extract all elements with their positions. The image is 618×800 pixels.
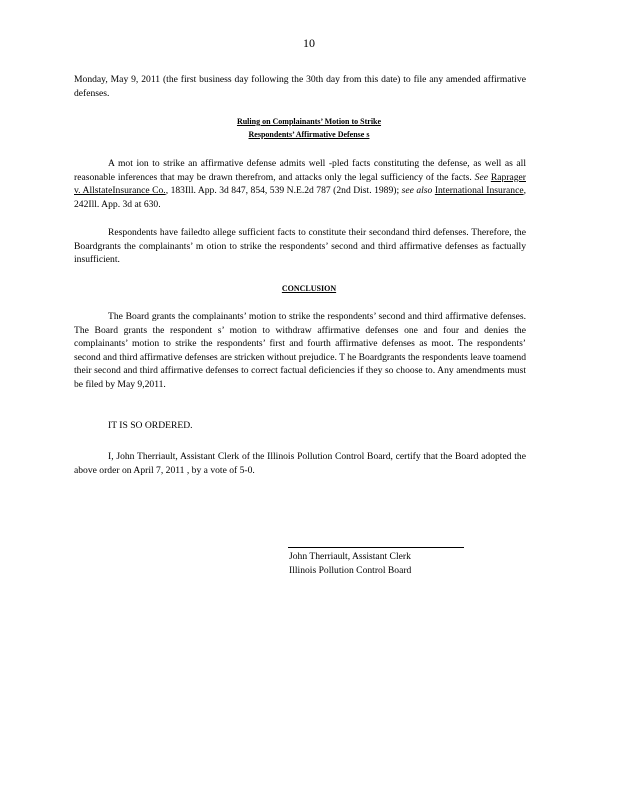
conclusion-paragraph: The Board grants the complainants’ motion to strike the respondents’ second and third affirmative defenses. The Board grants the respondent s’ motion to withdraw affirmative defenses one and four and denies the complainants’ motion to strike the respondents’ first and fourth affirmative defenses as moot. The respondents’ second and third affirmative defenses are stricken without prejudice. T he Boardgrants the respondents leave toamend their second and third affirmative defenses to correct factual deficiencies if they so choose to. Any amendments must be filed by May 9,2011.: [74, 311, 526, 390]
ruling-paragraph: [74, 157, 526, 211]
signature-organization: Illinois Pollution Control Board: [289, 565, 412, 576]
conclusion-heading: [0, 284, 618, 293]
signature-line: [288, 547, 464, 548]
conclusion-heading-text: CONCLUSION: [281, 284, 337, 293]
certification-paragraph: I, John Therriault, Assistant Clerk of the Illinois Pollution Control Board, certify that the Board adopted the above order on April 7, 2011 , by a vote of 5-0.: [74, 451, 526, 476]
see-signal: See: [474, 171, 488, 183]
ruling-heading-line2: [0, 130, 618, 139]
see-also-signal: see also: [401, 185, 433, 196]
ruling-heading-line1: [0, 117, 618, 126]
signature-name: John Therriault, Assistant Clerk: [289, 551, 411, 562]
intro-paragraph: Monday, May 9, 2011 (the first business day following the 30th day from this date) to file any amended affirmative defenses.: [74, 74, 526, 99]
ruling-heading-line1-text: Ruling on Complainants’ Motion to Strike: [236, 117, 382, 126]
case-citation-1: Raprager v. AllstateInsurance Co.: [74, 171, 526, 196]
page-number: 10: [303, 36, 315, 50]
ruling-heading-line2-text: Respondents’ Affirmative Defense s: [248, 130, 370, 139]
citation-1-detail: , 183Ill. App. 3d 847, 854, 539 N.E.2d 787 (2nd Dist. 1989);: [165, 185, 400, 196]
so-ordered: IT IS SO ORDERED.: [108, 420, 193, 431]
ruling-text: A mot ion to strike an affirmative defense admits well -pled facts constituting the defense, as well as all reasonable inferences that may be drawn therefrom, and attacks only the legal sufficiency of the facts.: [74, 158, 526, 183]
citation-2-detail: , 242Ill. App. 3d at 630.: [74, 185, 526, 210]
case-citation-2: International Insurance: [434, 185, 524, 196]
respondents-paragraph: Respondents have failedto allege sufficient facts to constitute their secondand third defenses. Therefore, the Boardgrants the complainants’ m otion to strike the respondents’ second and third affirmative defenses as factually insufficient.: [74, 227, 526, 265]
